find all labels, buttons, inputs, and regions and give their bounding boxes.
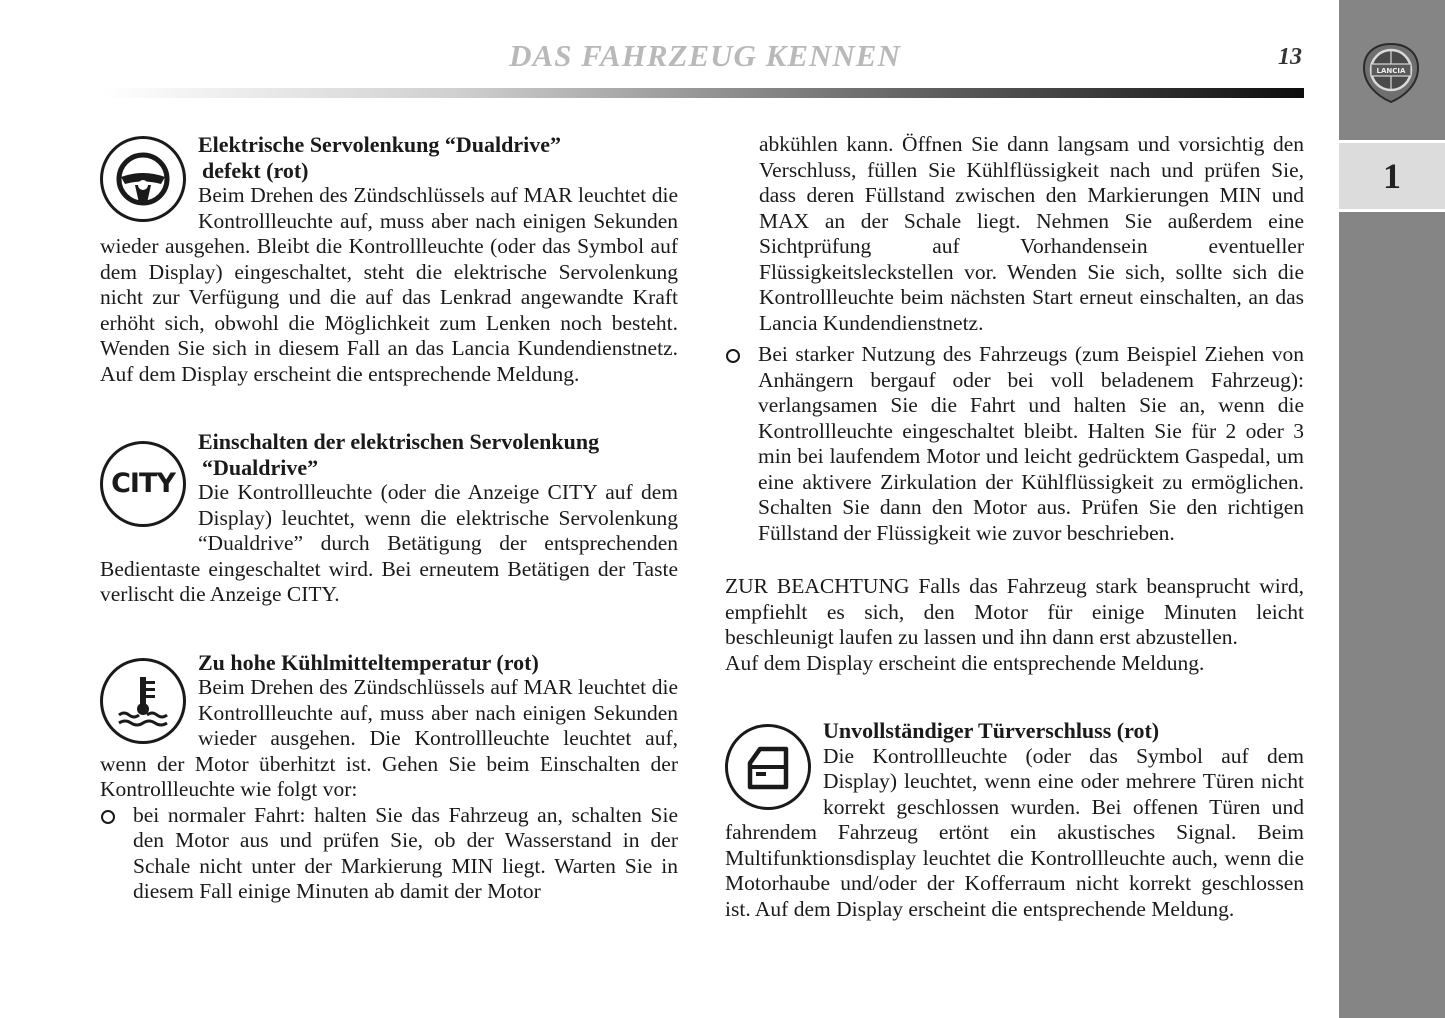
section-title: Einschalten der elektrischen Servolenkung “Dualdrive” [198, 429, 600, 480]
section-servolenkung-defekt [100, 132, 678, 387]
door-open-icon [725, 724, 811, 810]
bullet-list [100, 803, 678, 905]
coolant-temperature-icon [100, 658, 186, 744]
page-header-title: DAS FAHRZEUG KENNEN [509, 38, 901, 73]
bullet-continuation: abkühlen kann. Öffnen Sie dann langsam und vorsichtig den Verschluss, füllen Sie Kühlflüssigkeit nach und prüfen Sie, dass deren Füllstand zwischen den Markierungen MIN und MAX an der Schale liegt. Nehmen Sie außerdem eine Sichtprüfung auf Vorhandensein eventueller Flüssigkeitsleckstellen vor. Wenden Sie sich, sollte sich die Kontrollleuchte beim nächsten Start erneut einschalten, an das Lancia Kundendienstnetz. [759, 132, 1304, 335]
lancia-logo [1362, 42, 1420, 104]
page-number: 13 [1278, 44, 1302, 70]
left-column [100, 132, 678, 905]
section-title: Zu hohe Kühlmitteltemperatur (rot) [198, 649, 539, 675]
section-body: Die Kontrollleuchte (oder die Anzeige CITY auf dem Display) leuchtet, wenn die elektrische Servolenkung “Dualdrive” durch Betätigung der entsprechenden Bedientaste eingeschaltet wird. Bei erneutem Betätigen der Taste verlischt die Anzeige CITY. [100, 480, 678, 606]
city-icon: CITY [100, 441, 186, 527]
svg-text:LANCIA: LANCIA [1376, 67, 1406, 75]
section-body: Die Kontrollleuchte (oder das Symbol auf dem Display) leuchtet, wenn eine oder mehrere Türen nicht korrekt geschlossen wurden. Bei offenen Türen und fahrendem Fahrzeug ertönt ein akustisches Signal. Beim Multifunktionsdisplay leuchtet die Kontrollleuchte auch, wenn die Motorhaube und/oder der Kofferraum nicht korrekt geschlossen ist. Auf dem Display erscheint die entsprechende Meldung. [725, 743, 1304, 921]
section-tuerverschluss [725, 718, 1304, 922]
section-body: Beim Drehen des Zündschlüssels auf MAR leuchtet die Kontrollleuchte auf, muss aber nach einigen Sekunden wieder ausgehen. Die Kontrollleuchte leuchtet auf, wenn der Motor überhitzt ist. Gehen Sie beim Einschalten der Kontrollleuchte wie folgt vor: [100, 675, 678, 801]
bullet-item: bei normaler Fahrt: halten Sie das Fahrzeug an, schalten Sie den Motor aus und prüfen Sie, ob der Wasserstand in der Schale nicht unter der Markierung MIN liegt. Warten Sie in diesem Fall einige Minuten ab damit der Motor [100, 803, 678, 905]
header-divider [100, 88, 1304, 98]
right-column [725, 132, 1304, 922]
section-title: Elektrische Servolenkung “Dualdrive” defekt (rot) [198, 132, 562, 183]
section-kuehlmittel [100, 650, 678, 905]
note-paragraph: ZUR BEACHTUNG Falls das Fahrzeug stark beansprucht wird, empfiehlt es sich, den Motor für einige Minuten leicht beschleunigt laufen zu lassen und ihn dann erst abzustellen. [725, 574, 1304, 649]
bullet-item: Bei starker Nutzung des Fahrzeugs (zum Beispiel Ziehen von Anhängern bergauf oder bei voll beladenem Fahrzeug): verlangsamen Sie die Fahrt und halten Sie an, wenn die Kontrollleuchte eingeschaltet bleibt. Halten Sie für 2 oder 3 min bei laufendem Motor und leicht gedrücktem Gaspedal, um eine aktivere Zirkulation der Kühlflüssigkeit zu ermöglichen. Schalten Sie dann den Motor aus. Prüfen Sie den richtigen Füllstand der Flüssigkeit wie zuvor beschrieben. [725, 342, 1304, 546]
bullet-list [725, 342, 1304, 546]
chapter-number: 1 [1339, 140, 1445, 212]
note-paragraph-2: Auf dem Display erscheint die entsprechende Meldung. [725, 650, 1205, 675]
steering-wheel-icon [100, 136, 186, 222]
section-servolenkung-einschalten [100, 429, 678, 608]
section-title: Unvollständiger Türverschluss (rot) [823, 718, 1160, 743]
section-body: Beim Drehen des Zündschlüssels auf MAR leuchtet die Kontrollleuchte auf, muss aber nach einigen Sekunden wieder ausgehen. Bleibt die Kontrollleuchte (oder das Symbol auf dem Display) eingeschaltet, steht die elektrische Servolenkung nicht zur Verfügung und die auf das Lenkrad angewandte Kraft erhöht sich, obwohl die Möglichkeit zum Lenken noch besteht. Wenden Sie sich in diesem Fall an das Lancia Kundendienstnetz. Auf dem Display erscheint die entsprechende Meldung. [100, 183, 678, 386]
